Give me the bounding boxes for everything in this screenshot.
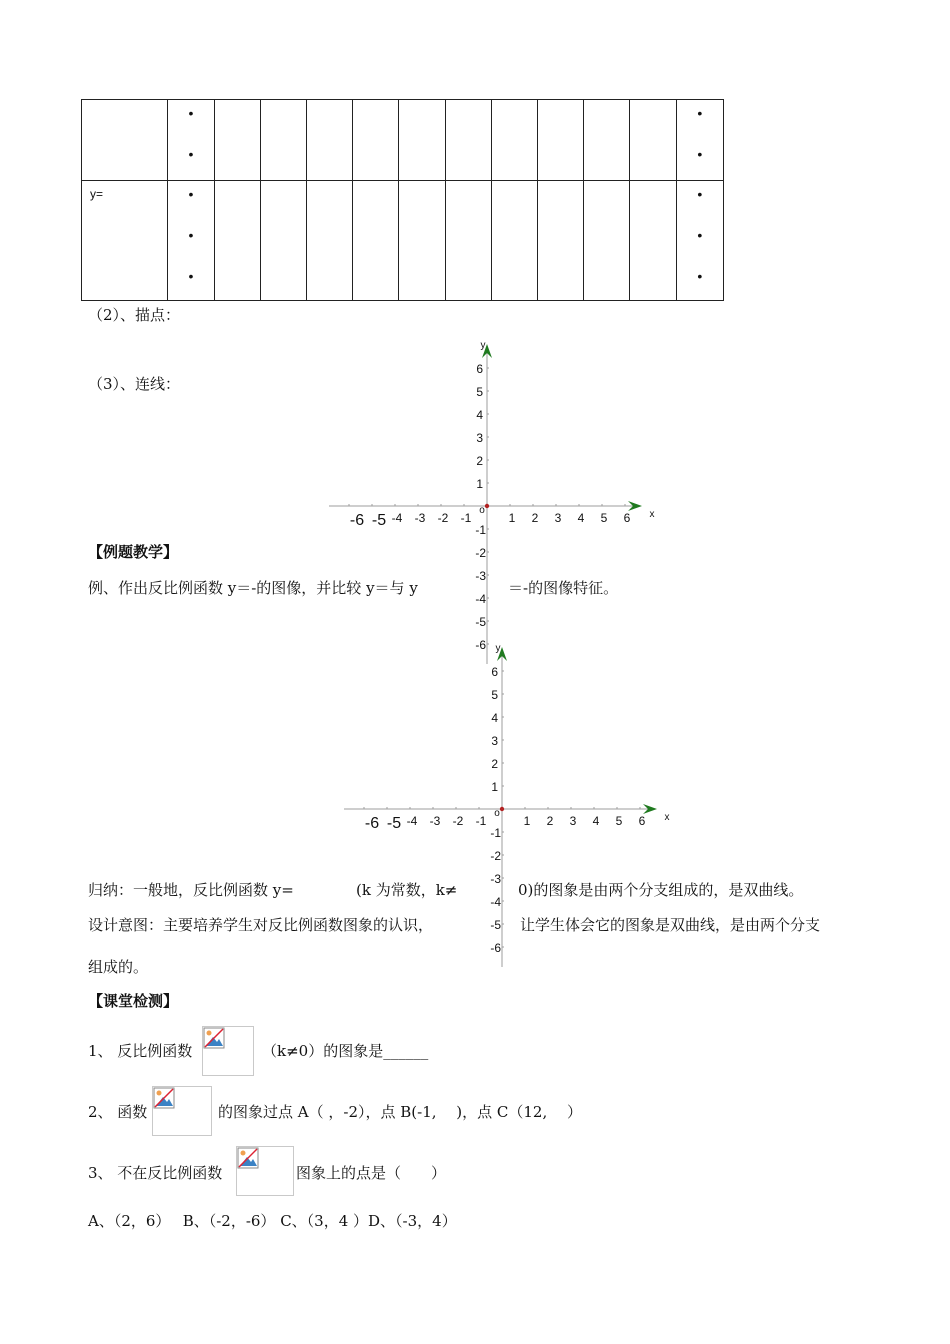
x-tick-label: 1 xyxy=(508,511,516,525)
x-tick-label: -2 xyxy=(452,814,464,828)
broken-image-icon xyxy=(236,1146,294,1196)
quiz-heading: 【课堂检测】 xyxy=(88,992,179,1010)
y-tick-label: 6 xyxy=(476,362,483,376)
quiz-q4-options: A、（2，6） B、（-2，-6） C、（3，4 ）D、（-3，4） xyxy=(88,1212,457,1230)
y-tick-label: -3 xyxy=(490,872,501,886)
y-tick-label: 5 xyxy=(491,688,498,702)
summary-line1-c: 0)的图象是由两个分支组成的，是双曲线。 xyxy=(518,881,804,899)
step-2-text: （2）、描点： xyxy=(88,306,181,324)
y-tick-label: 4 xyxy=(476,408,483,422)
x-tick-label: -5 xyxy=(386,815,402,832)
x-tick-label: -3 xyxy=(414,511,426,525)
x-tick-label: -6 xyxy=(364,815,380,832)
quiz-q3-a: 3、 不在反比例函数 xyxy=(88,1164,223,1182)
y-tick-label: -3 xyxy=(475,569,486,583)
y-tick-label: 5 xyxy=(476,385,483,399)
y-tick-label: 2 xyxy=(491,757,498,771)
broken-image-icon xyxy=(152,1086,212,1136)
y-tick-label: -4 xyxy=(490,895,501,909)
x-tick-label: 4 xyxy=(577,511,585,525)
y-tick-label: -6 xyxy=(475,638,486,652)
y-tick-label: 6 xyxy=(491,665,498,679)
x-tick-label: -3 xyxy=(429,814,441,828)
origin-point xyxy=(500,807,504,811)
x-tick-label: 1 xyxy=(523,814,531,828)
ellipsis-dot: • xyxy=(697,105,703,121)
y-tick-label: -5 xyxy=(490,918,501,932)
x-tick-label: 2 xyxy=(546,814,554,828)
origin-label: o xyxy=(494,808,500,819)
x-tick-label: 3 xyxy=(554,511,562,525)
x-tick-label: -4 xyxy=(406,814,418,828)
x-tick-label: -5 xyxy=(371,512,387,529)
x-tick-label: -2 xyxy=(437,511,449,525)
example-heading: 【例题教学】 xyxy=(88,543,179,561)
ellipsis-dot: • xyxy=(188,227,194,243)
summary-line3: 组成的。 xyxy=(88,958,149,976)
ellipsis-dot: • xyxy=(697,186,703,202)
quiz-q3-b: 图象上的点是（ ） xyxy=(296,1164,447,1182)
x-tick-label: 6 xyxy=(623,511,631,525)
quiz-q1-a: 1、 反比例函数 xyxy=(88,1042,193,1060)
x-tick-label: 2 xyxy=(531,511,539,525)
ellipsis-dot: • xyxy=(188,268,194,284)
y-tick-label: 1 xyxy=(491,780,498,794)
summary-line2-b: 让学生体会它的图象是双曲线，是由两个分支 xyxy=(520,916,821,934)
example-text-b: ＝-的图像特征。 xyxy=(508,579,619,597)
y-tick-label: 3 xyxy=(491,734,498,748)
y-axis-label: y xyxy=(495,643,501,654)
quiz-q2-a: 2、 函数 xyxy=(88,1103,148,1121)
ellipsis-dot: • xyxy=(188,146,194,162)
x-tick-label: -1 xyxy=(460,511,472,525)
y-tick-label: -6 xyxy=(490,941,501,955)
ellipsis-dot: • xyxy=(188,186,194,202)
ellipsis-dot: • xyxy=(697,268,703,284)
summary-line1-a: 归纳：一般地，反比例函数 y= xyxy=(88,881,294,899)
y-tick-label: 3 xyxy=(476,431,483,445)
x-tick-label: 3 xyxy=(569,814,577,828)
quiz-q1-b: （k≠0）的图象是______ xyxy=(262,1042,429,1060)
step-3-text: （3）、连线： xyxy=(88,375,181,393)
row-label-y: y= xyxy=(90,187,104,201)
x-tick-label: 5 xyxy=(615,814,623,828)
x-tick-label: 6 xyxy=(638,814,646,828)
origin-label: o xyxy=(479,505,485,516)
x-tick-label: 4 xyxy=(592,814,600,828)
example-text-a: 例、作出反比例函数 y＝-的图像，并比较 y＝与 y xyxy=(88,579,418,597)
y-tick-label: -5 xyxy=(475,615,486,629)
y-tick-label: -4 xyxy=(475,592,486,606)
x-tick-label: 5 xyxy=(600,511,608,525)
ellipsis-dot: • xyxy=(697,146,703,162)
broken-image-icon xyxy=(202,1026,254,1076)
y-tick-label: -1 xyxy=(490,826,501,840)
y-tick-label: -2 xyxy=(490,849,501,863)
y-tick-label: -1 xyxy=(475,523,486,537)
x-axis-label: x xyxy=(664,812,670,823)
y-tick-label: 4 xyxy=(491,711,498,725)
y-tick-label: 2 xyxy=(476,454,483,468)
summary-line2-a: 设计意图：主要培养学生对反比例函数图象的认识， xyxy=(88,916,434,934)
x-axis-label: x xyxy=(649,509,655,520)
summary-line1-b: (k 为常数，k≠ xyxy=(356,881,458,899)
ellipsis-dot: • xyxy=(188,105,194,121)
ellipsis-dot: • xyxy=(697,227,703,243)
y-tick-label: -2 xyxy=(475,546,486,560)
y-tick-label: 1 xyxy=(476,477,483,491)
x-tick-label: -1 xyxy=(475,814,487,828)
x-tick-label: -4 xyxy=(391,511,403,525)
quiz-q2-b: 的图象过点 A（ ，-2），点 B(-1, )，点 C（12, ） xyxy=(218,1103,582,1121)
x-tick-label: -6 xyxy=(349,512,365,529)
y-axis-label: y xyxy=(480,340,486,351)
